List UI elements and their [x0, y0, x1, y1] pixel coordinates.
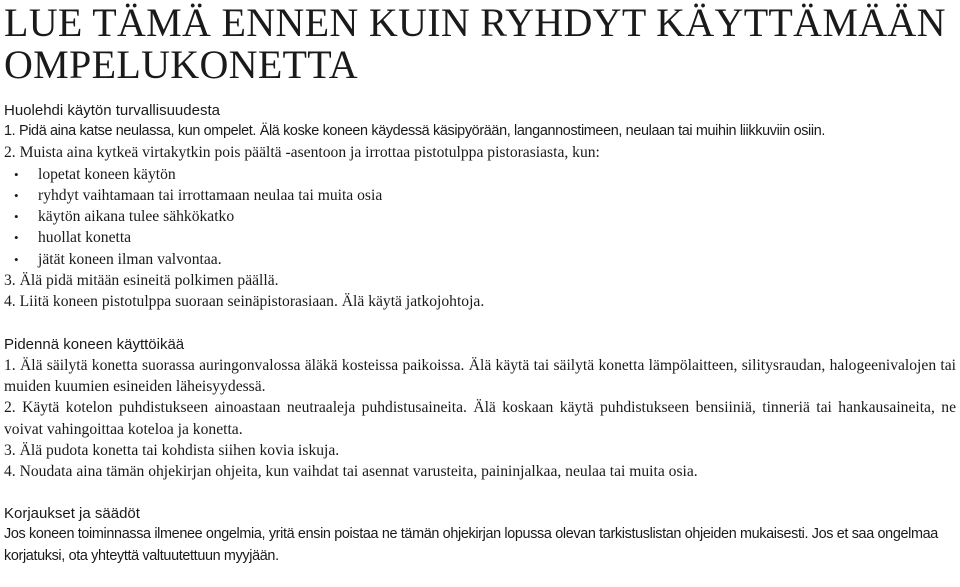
list-item [4, 185, 956, 206]
list-item [4, 249, 956, 270]
list-item-text: huollat konetta [38, 229, 132, 247]
safety-bullet-list [4, 164, 956, 270]
safety-item-4: 4. Liitä koneen pistotulppa suoraan seinäpistorasiaan. Älä käytä jatkojohtoja. [4, 293, 485, 311]
page-title-line-1: LUE TÄMÄ ENNEN KUIN RYHDYT KÄYTTÄMÄÄN [4, 0, 946, 45]
list-item [4, 206, 956, 227]
bullet-icon: • [14, 166, 19, 182]
list-item-text: ryhdyt vaihtamaan tai irrottamaan neulaa tai muita osia [38, 186, 383, 204]
safety-item-1: 1. Pidä aina katse neulassa, kun ompelet. Älä koske koneen käydessä käsipyörään, langannostimeen, neulaan tai muihin liikkuviin osiin. [4, 123, 826, 139]
safety-heading: Huolehdi käytön turvallisuudesta [4, 102, 220, 119]
list-item-text: jätät koneen ilman valvontaa. [38, 250, 222, 268]
bullet-icon: • [14, 230, 19, 246]
safety-section [4, 100, 956, 313]
bullet-icon: • [14, 187, 19, 203]
lifespan-heading: Pidennä koneen käyttöikää [4, 335, 185, 353]
bullet-icon: • [14, 209, 19, 225]
list-item-text: käytön aikana tulee sähkökatko [38, 208, 235, 226]
safety-item-3: 3. Älä pidä mitään esineitä polkimen päällä. [4, 272, 279, 290]
repairs-body: Jos koneen toiminnassa ilmenee ongelmia, yritä ensin poistaa ne tämän ohjekirjan lopussa olevan tarkistuslistan ohjeiden mukaisesti. Jos et saa ongelmaa korjatuksi, ota yhteyttä valtuutettuun myyjään. [4, 526, 938, 564]
lifespan-section [4, 334, 956, 483]
page-title-line-2: OMPELUKONETTA [4, 42, 358, 87]
page-title [4, 0, 956, 86]
list-item [4, 227, 956, 248]
lifespan-item-4: 4. Noudata aina tämän ohjekirjan ohjeita, kun vaihdat tai asennat varusteita, paininjalkaa, neulaa tai muita osia. [4, 463, 698, 481]
safety-item-2: 2. Muista aina kytkeä virtakytkin pois päältä -asentoon ja irrottaa pistotulppa pistorasiasta, kun: [4, 144, 600, 162]
list-item [4, 164, 956, 185]
lifespan-item-2: 2. Käytä kotelon puhdistukseen ainoastaan neutraaleja puhdistusaineita. Älä koskaan käytä puhdistukseen bensiiniä, tinneriä tai hankausaineita, ne voivat vahingoittaa koteloa ja konetta. [4, 399, 956, 438]
list-item-text: lopetat koneen käytön [38, 165, 176, 183]
repairs-heading: Korjaukset ja säädöt [4, 505, 140, 523]
lifespan-item-3: 3. Älä pudota konetta tai kohdista siihen kovia iskuja. [4, 441, 340, 459]
lifespan-item-1: 1. Älä säilytä konetta suorassa auringonvalossa äläkä kosteissa paikoissa. Älä käytä tai säilytä konetta lämpölaitteen, silitysraudan, halogeenivalojen tai muiden kuumien esineiden läheisyydessä. [4, 356, 956, 395]
repairs-section [4, 503, 956, 567]
bullet-icon: • [14, 251, 19, 267]
